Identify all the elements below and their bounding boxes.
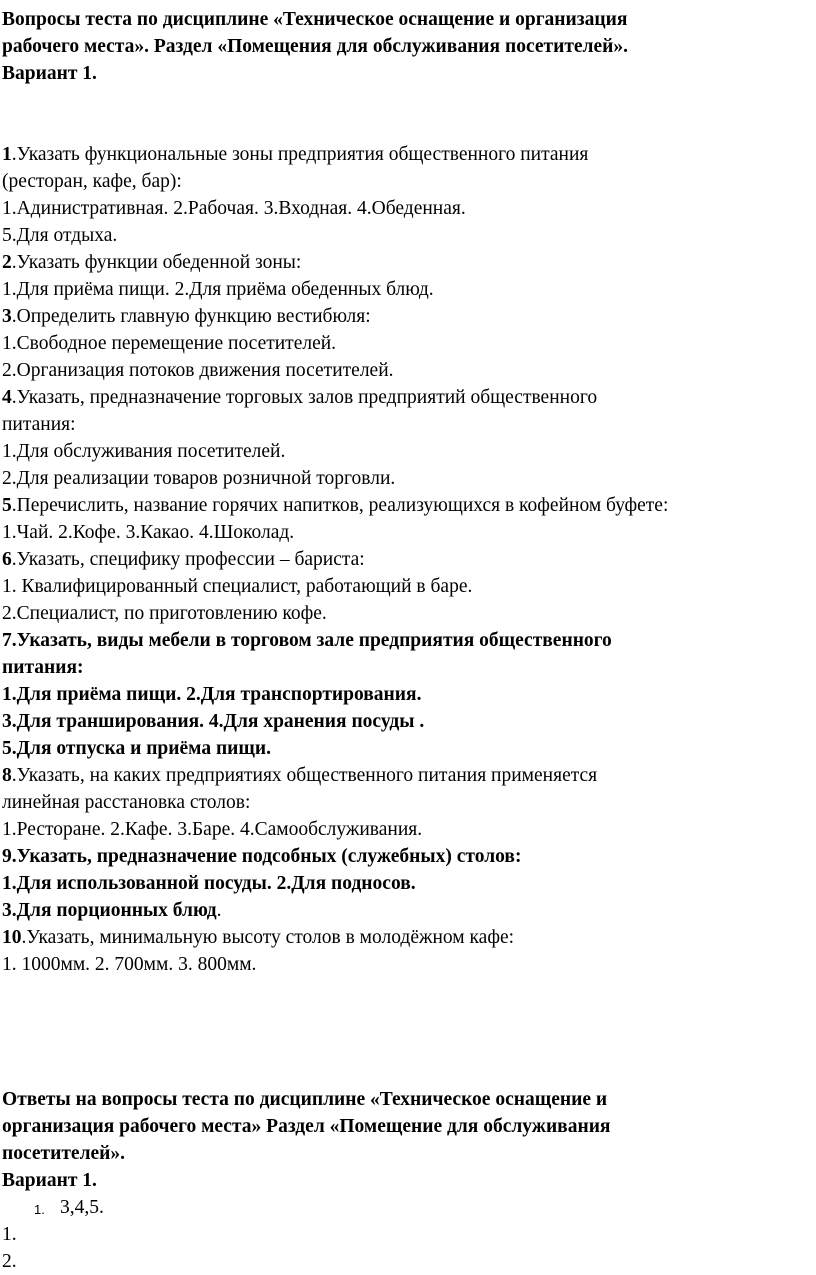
question-text: .Указать функции обеденной зоны: — [11, 252, 302, 273]
question-number: 6 — [2, 549, 12, 570]
answer-line: 1. — [2, 1224, 17, 1245]
question-number: 1 — [2, 144, 12, 165]
question-text: .Указать, минимальную высоту столов в молодёжном кафе: — [21, 927, 515, 948]
question-4 — [2, 384, 814, 411]
question-number: 5 — [2, 495, 12, 516]
spacer — [2, 1059, 814, 1086]
question-text: .Указать, предназначение торговых залов предприятий общественного — [11, 387, 598, 408]
question-1-cont: (ресторан, кафе, бар): — [2, 171, 182, 192]
doc-title-line: Вариант 1. — [2, 63, 97, 84]
answer-option: 5.Для отдыха. — [2, 225, 118, 246]
answer-option: 1. 1000мм. 2. 700мм. 3. 800мм. — [2, 954, 257, 975]
answer-text: 3.Для порционных блюд — [2, 900, 217, 921]
question-number: 3 — [2, 306, 12, 327]
question-2 — [2, 249, 814, 276]
answer-option: 1.Для приёма пищи. 2.Для транспортирования. — [2, 684, 422, 705]
answer-option: 3.Для транширования. 4.Для хранения посуды . — [2, 711, 425, 732]
question-10 — [2, 924, 814, 951]
answer-option: 2.Для реализации товаров розничной торговли. — [2, 468, 396, 489]
question-text: .Указать, специфику профессии – бариста: — [11, 549, 365, 570]
question-4-cont: питания: — [2, 414, 76, 435]
question-number: 4 — [2, 387, 12, 408]
question-number: 8 — [2, 765, 12, 786]
answer-option: 1.Для обслуживания посетителей. — [2, 441, 286, 462]
answer-option: 1.Адинистративная. 2.Рабочая. 3.Входная. 4.Обеденная. — [2, 198, 466, 219]
spacer — [2, 1005, 814, 1032]
question-text: .Определить главную функцию вестибюля: — [11, 306, 371, 327]
document-page — [2, 6, 814, 1275]
spacer — [2, 978, 814, 1005]
answers-title-line: посетителей». — [2, 1143, 126, 1164]
answer-option: 1.Для приёма пищи. 2.Для приёма обеденных блюд. — [2, 279, 434, 300]
answer-list-item — [2, 1194, 814, 1221]
question-8 — [2, 762, 814, 789]
answer-option: 1.Ресторане. 2.Кафе. 3.Баре. 4.Самообслуживания. — [2, 819, 423, 840]
question-number: 2 — [2, 252, 12, 273]
answer-tail: . — [216, 900, 222, 921]
answer-option: 1.Свободное перемещение посетителей. — [2, 333, 337, 354]
question-9: 9.Указать, предназначение подсобных (служебных) столов: — [2, 846, 522, 867]
answers-title-line: Ответы на вопросы теста по дисциплине «Техническое оснащение и — [2, 1089, 608, 1110]
answers-title-line: организация рабочего места» Раздел «Помещение для обслуживания — [2, 1116, 611, 1137]
answer-option: 2.Специалист, по приготовлению кофе. — [2, 603, 327, 624]
answer-option: 1. Квалифицированный специалист, работающий в баре. — [2, 576, 473, 597]
question-text: .Указать, на каких предприятиях общественного питания применяется — [11, 765, 598, 786]
question-8-cont: линейная расстановка столов: — [2, 792, 251, 813]
answer-option: 5.Для отпуска и приёма пищи. — [2, 738, 271, 759]
question-6 — [2, 546, 814, 573]
spacer — [2, 114, 814, 141]
list-number: 1. — [34, 1202, 45, 1217]
question-7-cont: питания: — [2, 657, 84, 678]
answer-option: 2.Организация потоков движения посетителей. — [2, 360, 394, 381]
spacer — [2, 87, 814, 114]
doc-title-line: рабочего места». Раздел «Помещения для обслуживания посетителей». — [2, 36, 629, 57]
question-1 — [2, 141, 814, 168]
list-text: 3,4,5. — [60, 1197, 104, 1218]
question-text: .Перечислить, название горячих напитков, реализующихся в кофейном буфете: — [11, 495, 669, 516]
answers-title-line: Вариант 1. — [2, 1170, 97, 1191]
question-text: .Указать функциональные зоны предприятия общественного питания — [11, 144, 589, 165]
question-number: 10 — [2, 927, 22, 948]
doc-title-line: Вопросы теста по дисциплине «Техническое оснащение и организация — [2, 9, 628, 30]
question-5 — [2, 492, 814, 519]
question-3 — [2, 303, 814, 330]
answer-option: 1.Для использованной посуды. 2.Для подносов. — [2, 873, 416, 894]
answer-line: 2. — [2, 1251, 17, 1272]
question-7: 7.Указать, виды мебели в торговом зале предприятия общественного — [2, 630, 612, 651]
answer-option: 1.Чай. 2.Кофе. 3.Какао. 4.Шоколад. — [2, 522, 295, 543]
spacer — [2, 1032, 814, 1059]
answer-option — [2, 897, 814, 924]
